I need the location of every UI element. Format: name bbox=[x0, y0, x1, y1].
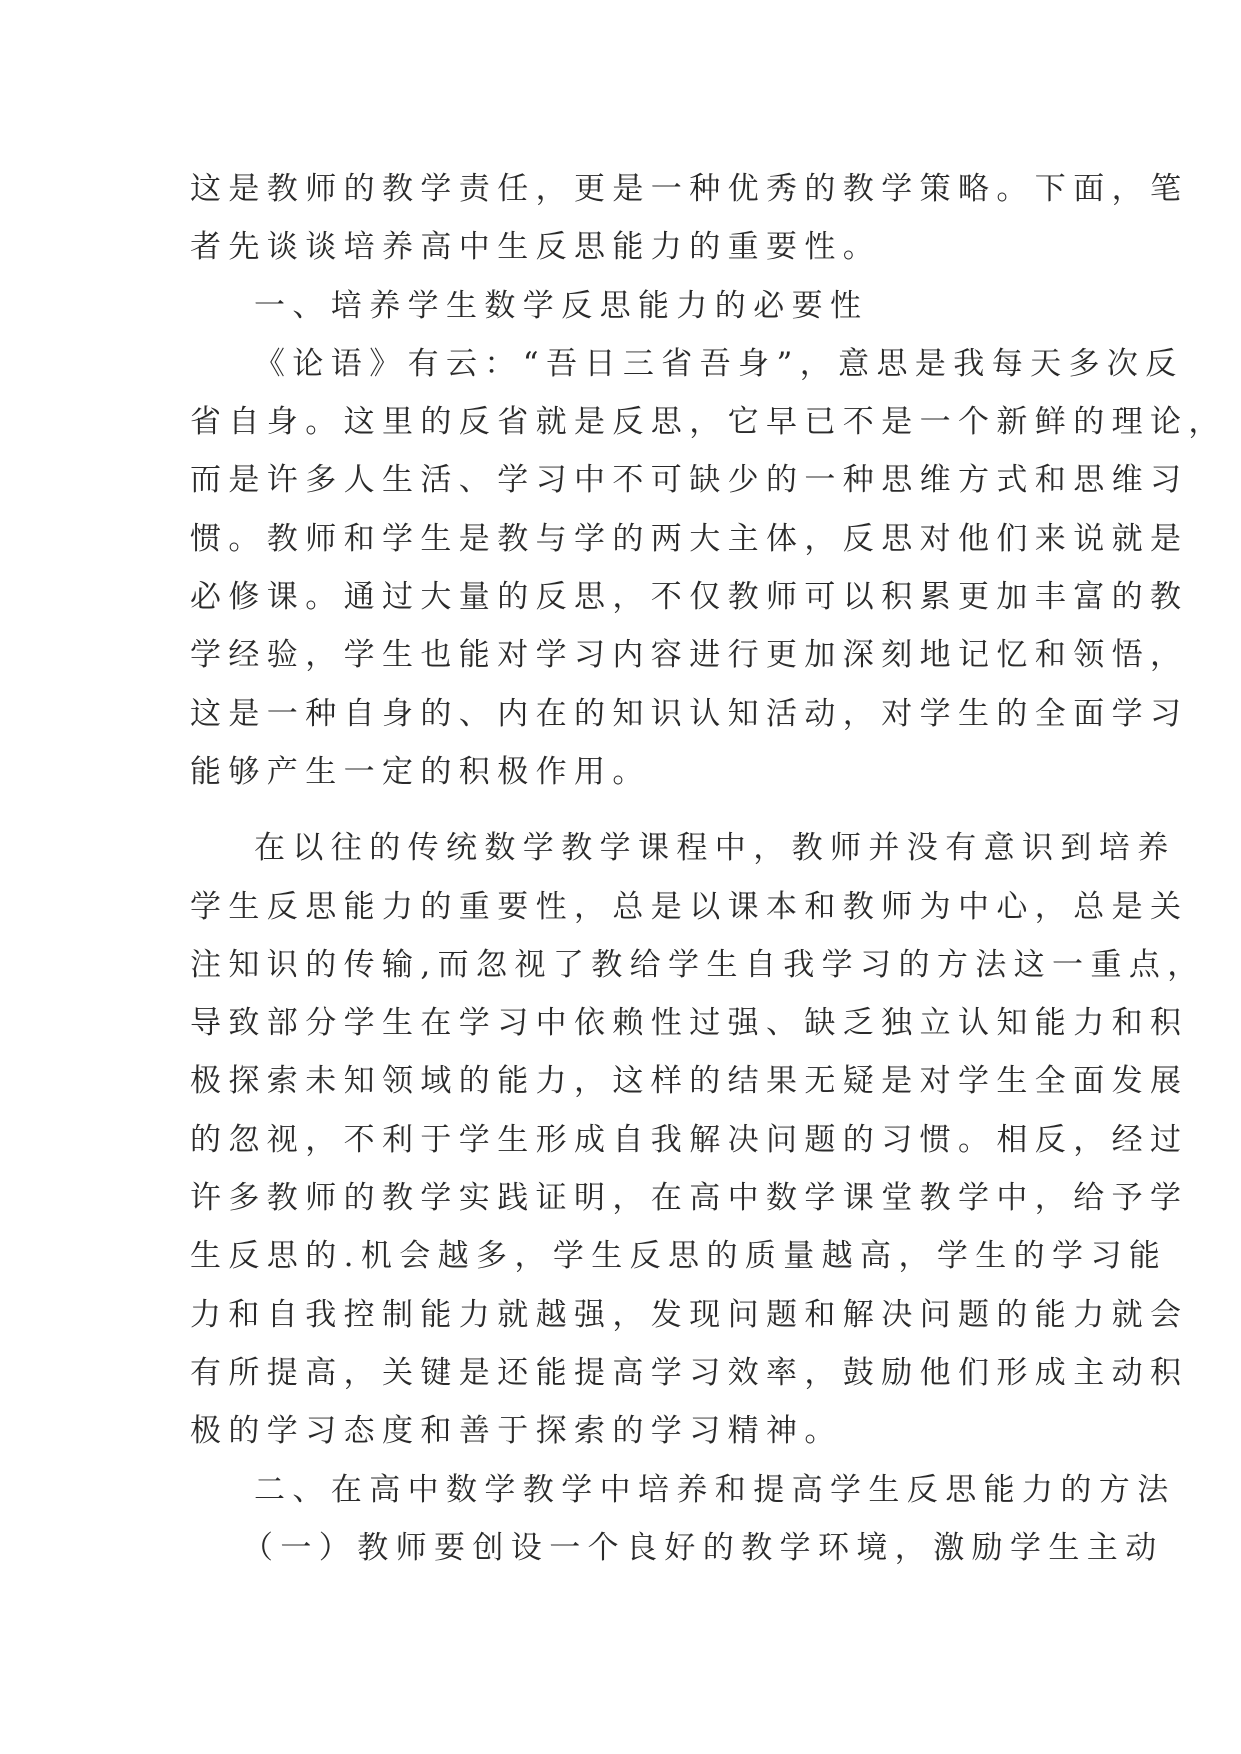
paragraph-line: 学生反思能力的重要性，总是以课本和教师为中心，总是关 bbox=[190, 888, 1189, 925]
paragraph-line: 省自身。这里的反省就是反思，它早已不是一个新鲜的理论， bbox=[190, 404, 1227, 441]
section-heading: 二、在高中数学教学中培养和提高学生反思能力的方法 bbox=[254, 1471, 1176, 1508]
paragraph-line: 力和自我控制能力就越强，发现问题和解决问题的能力就会 bbox=[190, 1296, 1189, 1333]
paragraph-line: 学经验，学生也能对学习内容进行更加深刻地记忆和领悟， bbox=[190, 637, 1189, 674]
paragraph-line: 而是许多人生活、学习中不可缺少的一种思维方式和思维习 bbox=[190, 462, 1189, 499]
document-body bbox=[190, 160, 1227, 1577]
paragraph-line: 极探索未知领域的能力，这样的结果无疑是对学生全面发展 bbox=[190, 1063, 1189, 1100]
paragraph-line: 生反思的.机会越多，学生反思的质量越高，学生的学习能 bbox=[190, 1238, 1168, 1275]
paragraph-line: 者先谈谈培养高中生反思能力的重要性。 bbox=[190, 229, 882, 266]
paragraph-line: 导致部分学生在学习中依赖性过强、缺乏独立认知能力和积 bbox=[190, 1005, 1189, 1042]
paragraph-line: 的忽视，不利于学生形成自我解决问题的习惯。相反，经过 bbox=[190, 1121, 1189, 1158]
paragraph-line: 这是一种自身的、内在的知识认知活动，对学生的全面学习 bbox=[190, 695, 1189, 732]
paragraph-line: 这是教师的教学责任，更是一种优秀的教学策略。下面，笔 bbox=[190, 171, 1189, 207]
paragraph-line: 注知识的传输,而忽视了教给学生自我学习的方法这一重点， bbox=[190, 946, 1206, 983]
paragraph-line: 必修课。通过大量的反思，不仅教师可以积累更加丰富的教 bbox=[190, 579, 1189, 616]
paragraph-line: 惯。教师和学生是教与学的两大主体，反思对他们来说就是 bbox=[190, 520, 1189, 557]
section-heading: 一、培养学生数学反思能力的必要性 bbox=[254, 287, 869, 324]
subsection-heading: （一）教师要创设一个良好的教学环境，激励学生主动 bbox=[242, 1529, 1164, 1566]
paragraph-line: 能够产生一定的积极作用。 bbox=[190, 753, 651, 790]
paragraph-line: 《论语》有云：“吾日三省吾身”，意思是我每天多次反 bbox=[254, 345, 1184, 382]
paragraph-line: 极的学习态度和善于探索的学习精神。 bbox=[190, 1413, 843, 1450]
paragraph-line: 许多教师的教学实践证明，在高中数学课堂教学中，给予学 bbox=[190, 1180, 1189, 1217]
paragraph-line: 在以往的传统数学教学课程中，教师并没有意识到培养 bbox=[254, 830, 1176, 867]
paragraph-line: 有所提高，关键是还能提高学习效率，鼓励他们形成主动积 bbox=[190, 1354, 1189, 1391]
